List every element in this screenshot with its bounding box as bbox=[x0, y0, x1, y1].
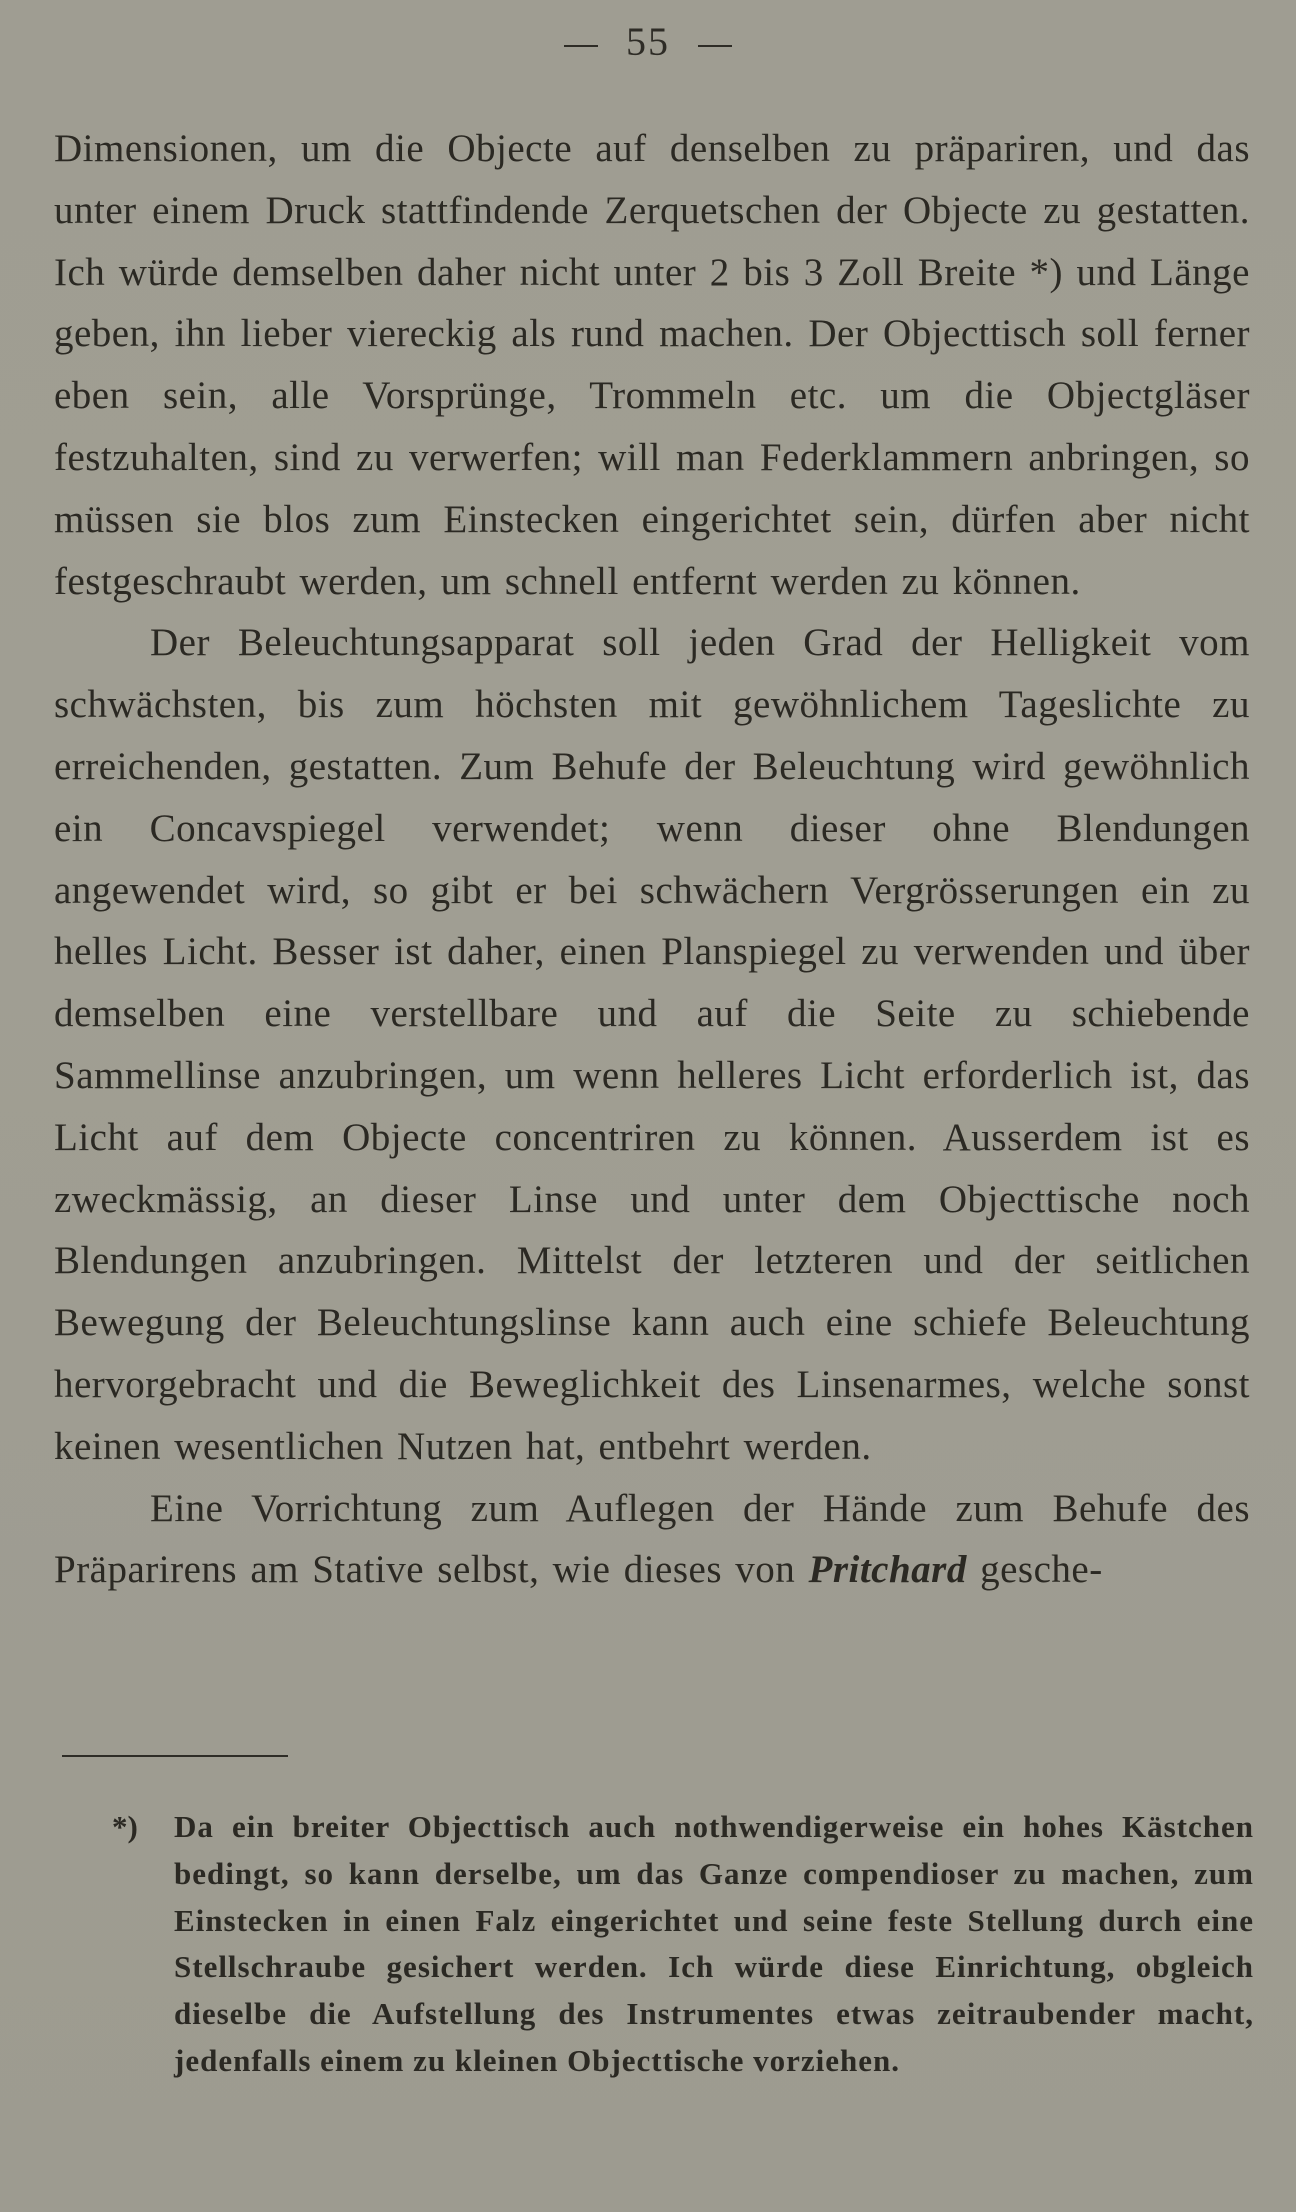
main-text bbox=[54, 118, 1250, 1601]
paragraph-3-name: Pritchard bbox=[808, 1548, 967, 1592]
footnote-marker: *) bbox=[112, 1809, 138, 1844]
paragraph-3-end: gesche- bbox=[966, 1548, 1103, 1592]
page-number-dash-left bbox=[564, 45, 598, 47]
paragraph-1: Dimensionen, um die Objecte auf denselben zu präpariren, und das unter einem Druck stattfindende Zerquetschen der Objecte zu gestatten. Ich würde demselben daher nicht unter 2 bis 3 Zoll Breite *) und Länge geben, ihn lieber viereckig als rund machen. Der Objecttisch soll ferner eben sein, alle Vorsprünge, Trommeln etc. um die Objectgläser festzuhalten, sind zu verwerfen; will man Federklammern anbringen, so müssen sie blos zum Einstecken eingerichtet sein, dürfen aber nicht festgeschraubt werden, um schnell entfernt werden zu können. bbox=[54, 127, 1250, 603]
paragraph-2: Der Beleuchtungsapparat soll jeden Grad der Helligkeit vom schwächsten, bis zum höchsten mit gewöhnlichem Tageslichte zu erreichenden, gestatten. Zum Behufe der Beleuchtung wird gewöhnlich ein Concavspiegel verwendet; wenn dieser ohne Blendungen angewendet wird, so gibt er bei schwächern Vergrösserungen ein zu helles Licht. Besser ist daher, einen Planspiegel zu verwenden und über demselben eine verstellbare und auf die Seite zu schiebende Sammellinse anzubringen, um wenn helleres Licht erforderlich ist, das Licht auf dem Objecte concentriren zu können. Ausserdem ist es zweckmässig, an dieser Linse und unter dem Objecttische noch Blendungen anzubringen. Mittelst der letzteren und der seitlichen Bewegung der Beleuchtungslinse kann auch eine schiefe Beleuchtung hervorgebracht und die Beweglichkeit des Linsenarmes, welche sonst keinen wesentlichen Nutzen hat, entbehrt werden. bbox=[54, 621, 1250, 1468]
footnote-text: Da ein breiter Objecttisch auch nothwendigerweise ein hohes Kästchen bedingt, so kann derselbe, um das Ganze compendioser zu machen, zum Einstecken in einen Falz eingerichtet und seine feste Stellung durch eine Stellschraube gesichert werden. Ich würde diese Einrichtung, obgleich dieselbe die Aufstellung des Instrumentes etwas zeitraubender macht, jedenfalls einem zu kleinen Objecttische vorziehen. bbox=[174, 1809, 1254, 2078]
page-number-value: 55 bbox=[626, 19, 670, 64]
paragraph-3 bbox=[54, 1478, 1250, 1602]
page-number-dash-right bbox=[698, 45, 732, 47]
footnote-rule bbox=[62, 1755, 288, 1757]
paragraph-3-start: Eine Vorrichtung zum Auflegen der Hände zum Behufe des Präparirens am Stative selbst, wie dieses von bbox=[54, 1486, 1250, 1592]
page-number bbox=[0, 18, 1296, 65]
